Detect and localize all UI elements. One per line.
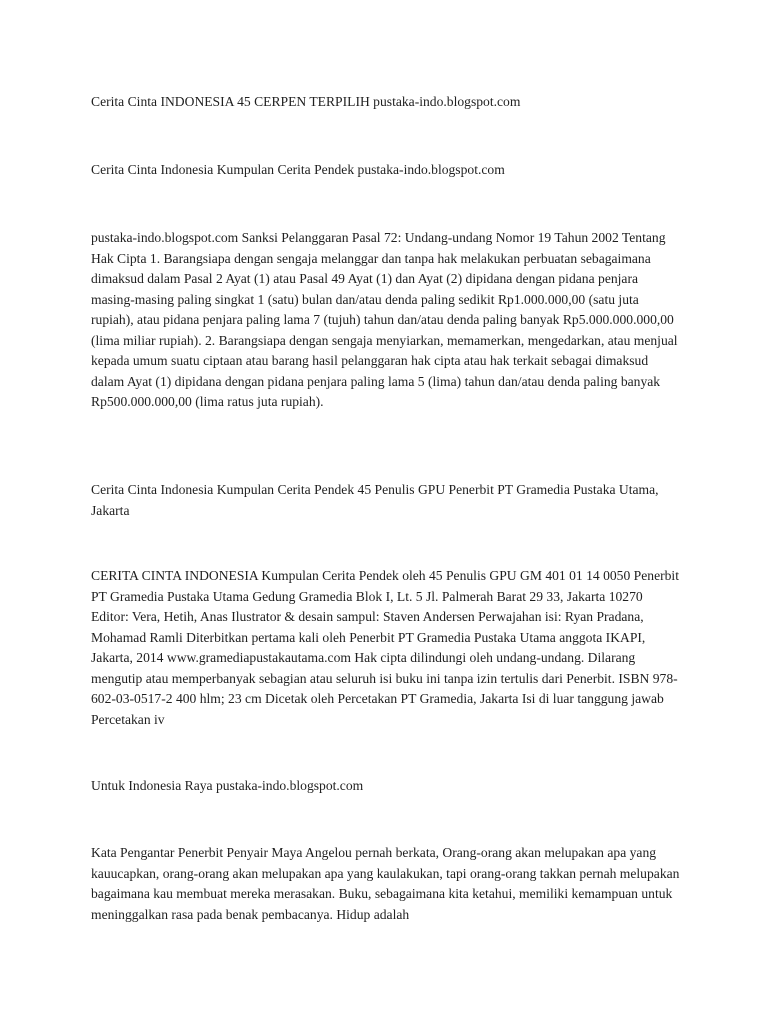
imprint-paragraph: CERITA CINTA INDONESIA Kumpulan Cerita Pendek oleh 45 Penulis GPU GM 401 01 14 0050 Penerbit PT Gramedia Pustaka Utama Gedung Gramedia Blok I, Lt. 5 Jl. Palmerah Barat 29 33, Jakarta 10270 Editor: Vera, Hetih, Anas Ilustrator & desain sampul: Staven Andersen Perwajahan isi: Ryan Pradana, Mohamad Ramli Diterbitkan pertama kali oleh Penerbit PT Gramedia Pustaka Utama anggota IKAPI, Jakarta, 2014 www.gramediapustakautama.com Hak cipta dilindungi oleh undang-undang. Dilarang mengutip atau memperbanyak sebagian atau seluruh isi buku ini tanpa izin tertulis dari Penerbit. ISBN 978-602-03-0517-2 400 hlm; 23 cm Dicetak oleh Percetakan PT Gramedia, Jakarta Isi di luar tanggung jawab Percetakan iv bbox=[91, 568, 679, 727]
title-line: Cerita Cinta INDONESIA 45 CERPEN TERPILIH pustaka-indo.blogspot.com bbox=[91, 94, 521, 109]
foreword-paragraph: Kata Pengantar Penerbit Penyair Maya Angelou pernah berkata, Orang-orang akan melupakan apa yang kauucapkan, orang-orang akan melupakan apa yang kaulakukan, tapi orang-orang takkan pernah melupakan bagaimana kau membuat mereka merasakan. Buku, sebagaimana kita ketahui, memiliki kemampuan untuk meninggalkan rasa pada benak pembacanya. Hidup adalah bbox=[91, 845, 680, 922]
copyright-sanctions-paragraph: pustaka-indo.blogspot.com Sanksi Pelanggaran Pasal 72: Undang-undang Nomor 19 Tahun 2002 Tentang Hak Cipta 1. Barangsiapa dengan sengaja melanggar dan tanpa hak melakukan perbuatan sebagaimana dimaksud dalam Pasal 2 Ayat (1) atau Pasal 49 Ayat (1) dan Ayat (2) dipidana dengan pidana penjara masing-masing paling singkat 1 (satu) bulan dan/atau denda paling sedikit Rp1.000.000,00 (satu juta rupiah), atau pidana penjara paling lama 7 (tujuh) tahun dan/atau denda paling banyak Rp5.000.000.000,00 (lima miliar rupiah). 2. Barangsiapa dengan sengaja menyiarkan, memamerkan, mengedarkan, atau menjual kepada umum suatu ciptaan atau barang hasil pelanggaran hak cipta atau hak terkait sebagai dimaksud dalam Ayat (1) dipidana dengan pidana penjara paling lama 5 (lima) tahun dan/atau denda paling banyak Rp500.000.000,00 (lima ratus juta rupiah). bbox=[91, 230, 678, 409]
subtitle-line: Cerita Cinta Indonesia Kumpulan Cerita Pendek pustaka-indo.blogspot.com bbox=[91, 162, 505, 177]
dedication-line: Untuk Indonesia Raya pustaka-indo.blogspot.com bbox=[91, 778, 364, 793]
publisher-title-paragraph: Cerita Cinta Indonesia Kumpulan Cerita Pendek 45 Penulis GPU Penerbit PT Gramedia Pustaka Utama, Jakarta bbox=[91, 482, 659, 518]
